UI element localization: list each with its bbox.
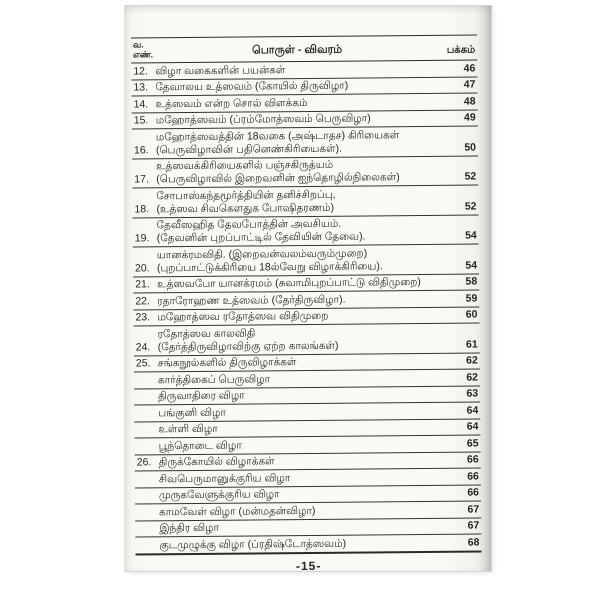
row-title bbox=[157, 309, 439, 324]
row-page-number: 63 bbox=[466, 387, 479, 400]
row-title-line: முருகவேளுக்குரிய விழா bbox=[158, 488, 280, 502]
row-title bbox=[159, 437, 441, 452]
page-column-header: பக்கம் bbox=[446, 44, 476, 56]
row-title-line: பங்குனி விழா bbox=[158, 406, 226, 419]
row-page-number: 66 bbox=[466, 453, 479, 466]
row-page-number: 65 bbox=[466, 436, 479, 450]
row-page-number: 66 bbox=[467, 486, 480, 499]
row-title bbox=[158, 404, 440, 419]
row-page-number: 46 bbox=[463, 62, 476, 75]
row-title bbox=[159, 503, 441, 518]
row-title bbox=[156, 112, 438, 127]
row-title-line: காமவேள் விழா (மன்மதன்விழா) bbox=[159, 504, 316, 518]
row-page-number: 58 bbox=[465, 275, 478, 288]
row-title-line: உத்ஸவம் என்ற சொல் விளக்கம் bbox=[155, 96, 308, 110]
row-serial-number: 24. bbox=[135, 340, 151, 353]
row-serial-number: 16. bbox=[133, 143, 149, 156]
row-title-line: (பெருவிழாவின் பதினெண்கிரியைகள்). bbox=[155, 142, 343, 156]
row-title bbox=[158, 355, 440, 370]
row-title bbox=[159, 520, 441, 535]
page-footer-number: -15- bbox=[295, 558, 322, 573]
row-page-number: 67 bbox=[467, 519, 480, 532]
row-title-line: கார்த்திகைப் பெருவிழா bbox=[157, 372, 271, 386]
row-title-line: விழா வகைகளின் பயன்கள் bbox=[155, 63, 286, 77]
row-page-number: 66 bbox=[467, 469, 479, 483]
scanned-book-page bbox=[124, 5, 492, 572]
row-page-number: 67 bbox=[467, 502, 480, 516]
row-title bbox=[156, 158, 438, 186]
row-title-line: (புறப்பாட்டுக்கிரியை 18ல்வேறு விழாக்கிரியை). bbox=[156, 259, 383, 274]
row-serial-number: 17. bbox=[134, 173, 149, 186]
row-title-line: ரதாரோஹண உத்ஸவம் (தேர்திருவிழா). bbox=[157, 293, 346, 307]
toc-row bbox=[132, 185, 478, 218]
row-page-number: 64 bbox=[466, 420, 479, 433]
toc-row bbox=[134, 323, 480, 356]
row-page-number: 47 bbox=[463, 78, 476, 91]
row-title-line: சங்கநூல்களில் திருவிழாக்கள் bbox=[157, 356, 297, 370]
row-title-line: மஹோத்ஸவம் (ப்ரம்மோத்ஸவம் பெருவிழா) bbox=[155, 112, 371, 127]
row-serial-number: 23. bbox=[135, 311, 151, 324]
row-page-number: 54 bbox=[465, 258, 478, 272]
row-serial-number: 21. bbox=[135, 278, 150, 291]
row-serial-number: 25. bbox=[135, 357, 151, 370]
row-title bbox=[157, 217, 439, 245]
toc-row bbox=[132, 156, 478, 189]
row-title-line: உத்ஸவக்கிரியைகளில் பஞ்சகிருத்யம் bbox=[156, 158, 334, 173]
row-title bbox=[159, 470, 441, 485]
row-title bbox=[158, 371, 440, 386]
toc-header-row bbox=[131, 34, 477, 63]
serial-label-line1: வ. bbox=[133, 39, 144, 50]
row-title-line: திருக்கோயில் விழாக்கள் bbox=[158, 455, 275, 469]
serial-number-column-header bbox=[133, 40, 163, 59]
row-title-line: திருவாதிரை விழா bbox=[158, 389, 245, 403]
row-title bbox=[156, 128, 438, 156]
row-page-number: 68 bbox=[467, 535, 480, 549]
row-title-line: தேவாலய உத்ஸவம் (கோயில் திருவிழா) bbox=[155, 79, 349, 94]
row-title-line: உள்ளி விழா bbox=[158, 422, 218, 436]
row-title bbox=[159, 454, 441, 469]
row-title-line: ரதோத்ஸவ காலவிதி bbox=[157, 326, 256, 340]
row-title-line: (பெருவிழாவில் இறைவனின் ஐந்தொழில்நிலைகள்) bbox=[156, 171, 400, 186]
row-title-line: மஹோத்ஸவத்தின் 18வகை (அஷ்டாதச) கிரியைகள் bbox=[155, 128, 400, 143]
row-title-line: உத்ஸவபோ யானக்ரமம் (சுவாமிபுறப்பாட்டு விதிமுறை) bbox=[157, 275, 421, 291]
row-serial-number: 18. bbox=[134, 202, 150, 215]
row-title-line: (தேர்த்திருவிழாவிற்கு ஏற்ற காலங்கள்) bbox=[157, 339, 339, 353]
row-title bbox=[159, 487, 441, 502]
row-page-number: 49 bbox=[463, 111, 476, 124]
row-page-number: 59 bbox=[465, 291, 478, 305]
row-serial-number: 26. bbox=[136, 456, 152, 469]
row-title-line: இந்திர விழா bbox=[159, 521, 220, 535]
row-title bbox=[155, 62, 437, 77]
row-title bbox=[158, 388, 440, 403]
row-title bbox=[158, 421, 440, 436]
row-title-line: சிவபெருமானுக்குரிய விழா bbox=[158, 471, 291, 485]
row-serial-number: 13. bbox=[133, 81, 149, 94]
toc-row bbox=[135, 534, 481, 555]
row-page-number: 62 bbox=[466, 354, 478, 367]
content-column-header: பொருள் - விவரம் bbox=[252, 43, 343, 57]
row-title-line: யானக்ரமவிதி. (இறைவன்வலம்வரும்முறை) bbox=[156, 246, 368, 261]
row-serial-number: 19. bbox=[134, 232, 150, 245]
toc-row bbox=[133, 215, 479, 248]
row-page-number: 48 bbox=[463, 95, 476, 108]
row-title bbox=[156, 187, 438, 215]
row-title-line: மஹோத்ஸவ ரதோத்ஸவ விதிமுறை bbox=[157, 309, 329, 324]
row-serial-number: 14. bbox=[133, 97, 149, 110]
row-page-number: 61 bbox=[465, 337, 478, 351]
row-page-number: 52 bbox=[464, 170, 477, 183]
table-of-contents bbox=[131, 34, 482, 573]
row-title-line: சோபாஸ்கந்தமூர்த்தியின் தனிச்சிறப்பு, bbox=[156, 188, 336, 202]
toc-row bbox=[132, 126, 478, 159]
row-page-number: 60 bbox=[465, 308, 478, 321]
row-page-number: 64 bbox=[466, 403, 479, 417]
row-title bbox=[155, 79, 437, 94]
row-title-line: (தேவனின் புறப்பாட்டில் தேவியின் தேவை). bbox=[156, 230, 366, 245]
row-page-number: 50 bbox=[464, 141, 477, 154]
row-title bbox=[156, 95, 438, 110]
row-title bbox=[158, 325, 440, 353]
row-title-line: பூந்தொடை விழா bbox=[158, 439, 242, 452]
row-title-line: தேவீஸஹித தேவபோத்தின் அவசியம். bbox=[156, 217, 342, 232]
toc-row bbox=[133, 244, 479, 277]
row-serial-number: 20. bbox=[134, 261, 150, 274]
row-serial-number: 15. bbox=[133, 114, 149, 127]
row-title bbox=[157, 276, 439, 291]
row-page-number: 54 bbox=[465, 229, 477, 242]
row-title-line: குடமுழுக்கு விழா (ப்ரதிஷ்டோத்ஸவம்) bbox=[159, 537, 347, 551]
toc-rows bbox=[131, 60, 481, 555]
row-page-number: 62 bbox=[466, 370, 479, 384]
row-serial-number: 22. bbox=[135, 294, 150, 307]
row-page-number: 52 bbox=[464, 200, 477, 213]
row-title bbox=[159, 536, 441, 551]
row-title-line: (உத்ஸவ சிவகௌதுக போஷிதரணம்) bbox=[156, 201, 335, 215]
row-title bbox=[157, 292, 439, 307]
serial-label-line2: எண். bbox=[133, 48, 154, 59]
row-serial-number: 12. bbox=[133, 64, 148, 77]
row-title bbox=[157, 246, 439, 274]
